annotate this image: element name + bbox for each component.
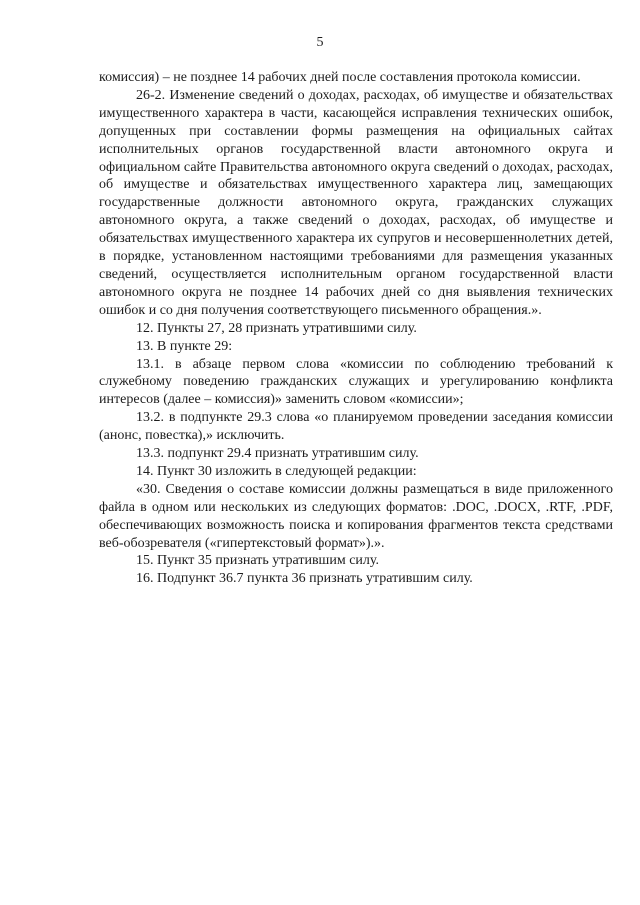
paragraph-item-12: 12. Пункты 27, 28 признать утратившими силу. bbox=[136, 320, 417, 336]
paragraph-item-13-2: 13.2. в подпункте 29.3 слова «о планируемом проведении заседания комиссии (анонс, повестка),» исключить. bbox=[99, 410, 613, 444]
document-body bbox=[99, 69, 613, 588]
paragraph-item-13-1: 13.1. в абзаце первом слова «комиссии по соблюдению требований к служебному поведению гражданских служащих и урегулированию конфликта интересов (далее – комиссия)» заменить словом «комиссии»; bbox=[99, 356, 613, 408]
paragraph-26-2: 26-2. Изменение сведений о доходах, расходах, об имуществе и обязательствах имущественного характера в части, касающейся исправления технических ошибок, допущенных при составлении формы размещения на официальных сайтах исполнительных органов государственной власти автономного округа и официальном сайте Правительства автономного округа сведений о доходах, расходах, об имуществе и обязательствах имущественного характера лиц, замещающих государственные должности автономного округа, гражданских служащих автономного округа, а также сведений о доходах, расходах, об имуществе и обязательствах имущественного характера их супругов и несовершеннолетних детей, в порядке, установленном настоящими требованиями для размещения указанных сведений, осуществляется исполнительным органом государственной власти автономного округа не позднее 14 рабочих дней со дня выявления технических ошибок и со дня получения соответствующего письменного обращения.». bbox=[99, 87, 613, 318]
paragraph-item-14: 14. Пункт 30 изложить в следующей редакции: bbox=[136, 463, 417, 479]
paragraph-item-13: 13. В пункте 29: bbox=[136, 338, 233, 354]
paragraph-commission-deadline: комиссия) – не позднее 14 рабочих дней после составления протокола комиссии. bbox=[99, 70, 581, 85]
page-number: 5 bbox=[316, 35, 324, 50]
paragraph-item-16: 16. Подпункт 36.7 пункта 36 признать утратившим силу. bbox=[136, 571, 473, 587]
paragraph-item-15: 15. Пункт 35 признать утратившим силу. bbox=[136, 553, 379, 569]
paragraph-item-13-3: 13.3. подпункт 29.4 признать утратившим силу. bbox=[136, 446, 419, 462]
paragraph-item-30-quote: «30. Сведения о составе комиссии должны размещаться в виде приложенного файла в одном или нескольких из следующих форматов: .DOC, .DOCX, .RTF, .PDF, обеспечивающих возможность поиска и копирования фрагментов текста средствами веб-обозревателя («гипертекстовый формат»).». bbox=[99, 481, 613, 551]
